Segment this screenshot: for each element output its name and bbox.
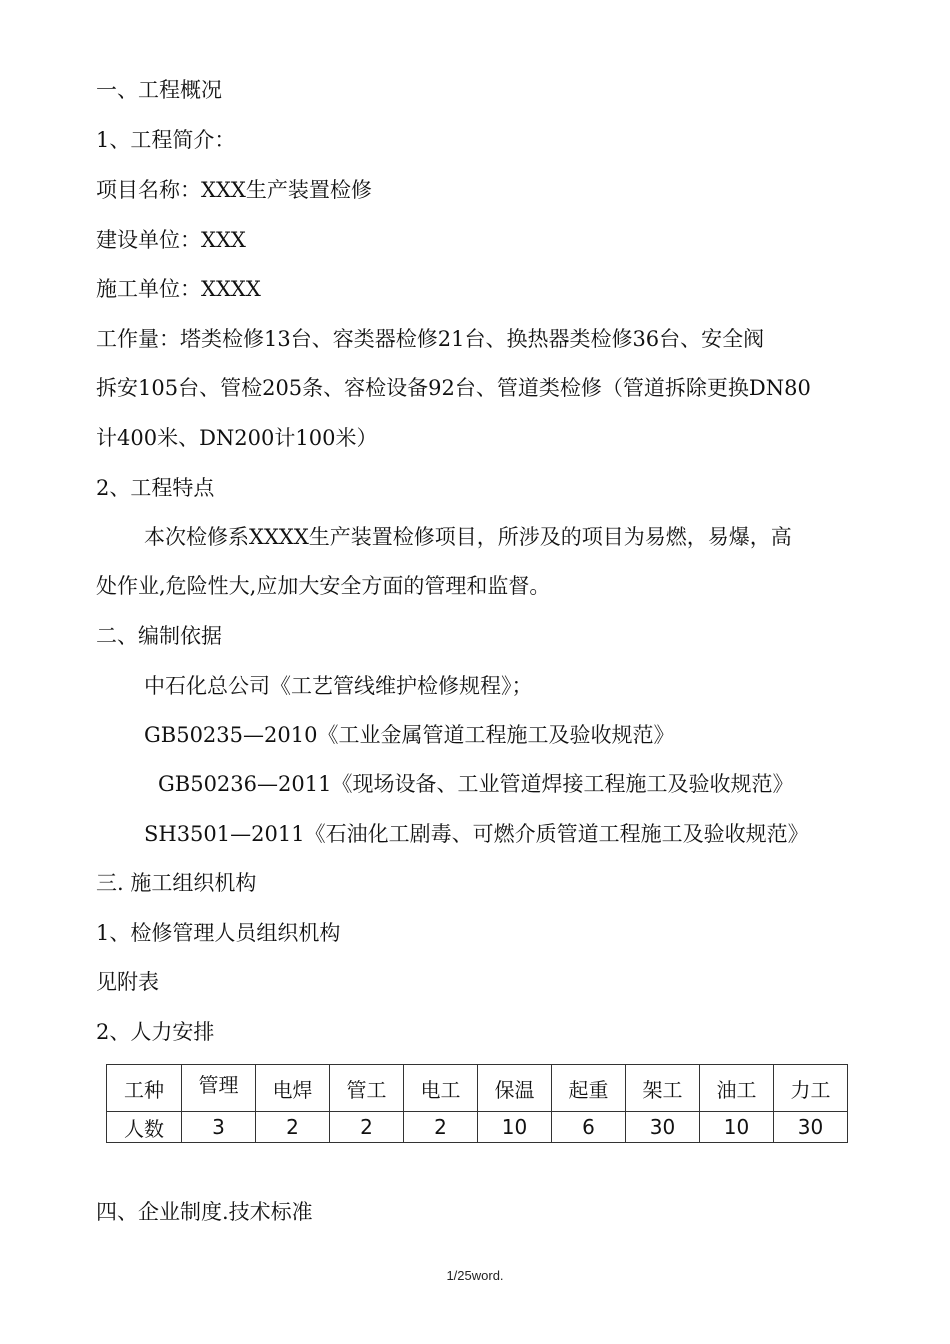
construction-unit: 建设单位：XXX [96, 228, 246, 252]
subheading-project-intro: 1、工程简介： [96, 128, 236, 152]
subheading-manpower: 2、人力安排 [96, 1020, 215, 1044]
page-footer: 1/25word. [446, 1268, 504, 1283]
table-header-cell: 架工 [626, 1065, 700, 1112]
workload-line-2: 拆安105台、管检205条、容检设备92台、管道类检修（管道拆除更换DN80 [96, 376, 811, 400]
table-cell: 30 [774, 1112, 848, 1143]
table-cell: 2 [404, 1112, 478, 1143]
table-header-cell: 工种 [107, 1065, 182, 1112]
features-paragraph-line-2: 处作业,危险性大,应加大安全方面的管理和监督。 [96, 574, 551, 598]
features-paragraph-line-1: 本次检修系XXXX生产装置检修项目，所涉及的项目为易燃，易爆，高 [144, 525, 792, 549]
table-row [107, 1065, 848, 1112]
reference-item-1: 中石化总公司《工艺管线维护检修规程》； [144, 674, 533, 698]
table-header-cell: 油工 [700, 1065, 774, 1112]
reference-item-4: SH3501—2011《石油化工剧毒、可燃介质管道工程施工及验收规范》 [144, 822, 809, 846]
section-heading-3: 三. 施工组织机构 [96, 871, 257, 895]
section-heading-2: 二、编制依据 [96, 624, 222, 648]
table-header-cell: 电焊 [256, 1065, 330, 1112]
table-cell: 6 [552, 1112, 626, 1143]
reference-item-2: GB50235—2010《工业金属管道工程施工及验收规范》 [144, 723, 675, 747]
reference-item-3: GB50236—2011《现场设备、工业管道焊接工程施工及验收规范》 [158, 772, 794, 796]
builder-unit: 施工单位：XXXX [96, 277, 261, 301]
subheading-management-org: 1、检修管理人员组织机构 [96, 921, 341, 945]
table-header-cell: 起重 [552, 1065, 626, 1112]
project-name: 项目名称：XXX生产装置检修 [96, 178, 372, 202]
table-cell: 10 [700, 1112, 774, 1143]
table-header-cell: 力工 [774, 1065, 848, 1112]
subheading-project-features: 2、工程特点 [96, 476, 215, 500]
section-heading-4: 四、企业制度.技术标准 [96, 1200, 313, 1224]
table-header-cell: 管理 [182, 1065, 256, 1112]
table-cell: 10 [478, 1112, 552, 1143]
see-appendix: 见附表 [96, 970, 159, 994]
table-cell: 30 [626, 1112, 700, 1143]
table-cell: 2 [330, 1112, 404, 1143]
table-cell: 人数 [107, 1112, 182, 1143]
manpower-table [106, 1064, 848, 1143]
table-header-cell: 管工 [330, 1065, 404, 1112]
workload-line-3: 计400米、DN200计100米） [96, 426, 378, 450]
table-row [107, 1112, 848, 1143]
table-cell: 2 [256, 1112, 330, 1143]
section-heading-1: 一、工程概况 [96, 78, 222, 102]
table-header-cell: 保温 [478, 1065, 552, 1112]
table-header-cell: 电工 [404, 1065, 478, 1112]
workload-line-1: 工作量：塔类检修13台、容类器检修21台、换热器类检修36台、安全阀 [96, 327, 765, 351]
table-cell: 3 [182, 1112, 256, 1143]
